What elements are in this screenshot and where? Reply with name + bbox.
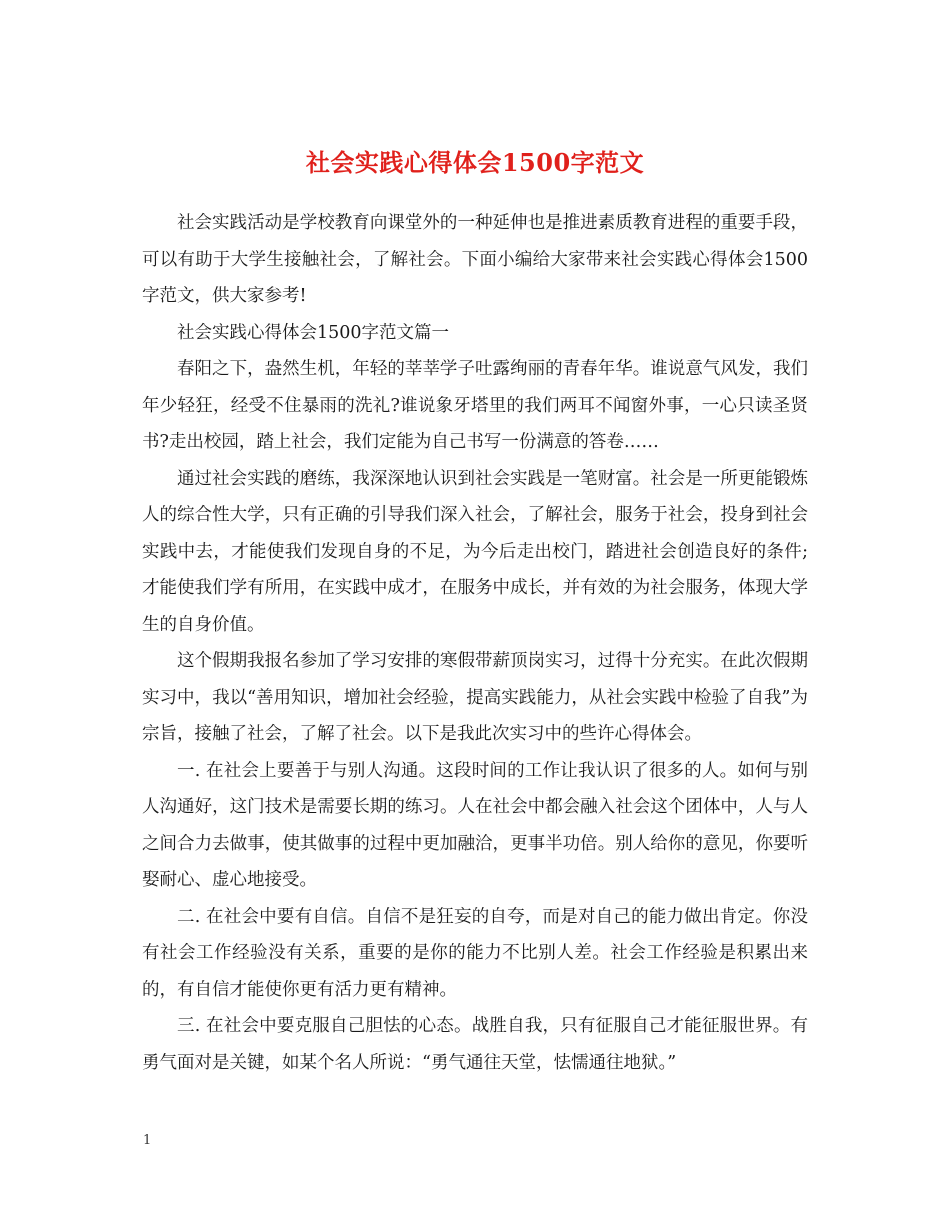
paragraph-point-two: 二. 在社会中要有自信。自信不是狂妄的自夸，而是对自己的能力做出肯定。你没有社会工作经验没有关系，重要的是你的能力不比别人差。社会工作经验是积累出来的，有自信才能使你更有活力更有精神。 (142, 906, 808, 1000)
paragraph: 通过社会实践的磨练，我深深地认识到社会实践是一笔财富。社会是一所更能锻炼人的综合性大学，只有正确的引导我们深入社会，了解社会，服务于社会，投身到社会实践中去，才能使我们发现自身的不足，为今后走出校门，踏进社会创造良好的条件;才能使我们学有所用，在实践中成才，在服务中成长，并有效的为社会服务，体现大学生的自身价值。 (142, 468, 808, 635)
section-heading: 社会实践心得体会1500字范文篇一 (177, 322, 450, 343)
document-body (142, 205, 808, 1081)
paragraph-intro: 社会实践活动是学校教育向课堂外的一种延伸也是推进素质教育进程的重要手段，可以有助于大学生接触社会，了解社会。下面小编给大家带来社会实践心得体会1500字范文，供大家参考! (142, 213, 808, 306)
paragraph-point-one: 一. 在社会上要善于与别人沟通。这段时间的工作让我认识了很多的人。如何与别人沟通好，这门技术是需要长期的练习。人在社会中都会融入社会这个团体中，人与人之间合力去做事，使其做事的过程中更加融洽，更事半功倍。别人给你的意见，你要听娶耐心、虚心地接受。 (142, 760, 808, 890)
paragraph: 春阳之下，盎然生机，年轻的莘莘学子吐露绚丽的青春年华。谁说意气风发，我们年少轻狂，经受不住暴雨的洗礼?谁说象牙塔里的我们两耳不闻窗外事，一心只读圣贤书?走出校园，踏上社会，我们定能为自己书写一份满意的答卷…… (142, 359, 808, 452)
document-title: 社会实践心得体会1500字范文 (305, 148, 645, 178)
paragraph: 这个假期我报名参加了学习安排的寒假带薪顶岗实习，过得十分充实。在此次假期实习中，我以“善用知识，增加社会经验，提高实践能力，从社会实践中检验了自我”为宗旨，接触了社会，了解了社会。以下是我此次实习中的些许心得体会。 (142, 651, 808, 744)
paragraph-point-three: 三. 在社会中要克服自己胆怯的心态。战胜自我，只有征服自己才能征服世界。有勇气面对是关键，如某个名人所说：“勇气通往天堂，怯懦通往地狱。” (142, 1016, 808, 1073)
page-number: 1 (143, 1133, 152, 1148)
